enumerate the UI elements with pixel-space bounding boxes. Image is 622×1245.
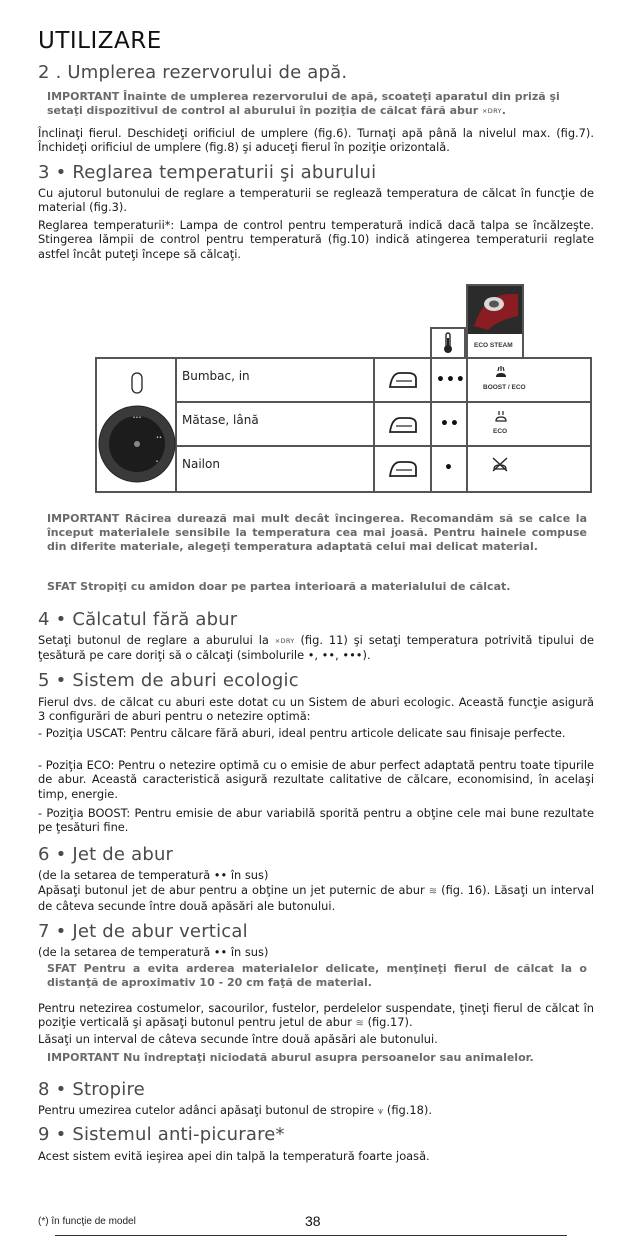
dry-symbol-label: DRY xyxy=(487,106,502,115)
section-7-tip: SFAT Pentru a evita arderea materialelor delicate, menţineţi fierul de călcat la o distanţă de aproximativ 10 - 20 cm faţă de material. xyxy=(47,962,587,989)
fabric-label: Nailon xyxy=(182,457,220,471)
table-divider xyxy=(373,401,590,403)
section-6-text-b: (fig. 16). Lăsaţi un interval de câteva secunde între două apăsări ale butonului. xyxy=(38,883,595,914)
temperature-dial-icon xyxy=(97,359,177,491)
section-2-note xyxy=(47,90,587,119)
thermometer-icon xyxy=(432,329,464,357)
section-2-note-line2-text: setaţi dispozitivul de control al aburului în poziţia de călcat fără abur xyxy=(47,103,479,117)
no-steam-icon xyxy=(491,455,509,473)
section-7-text-2: Lăsaţi un interval de câteva secunde între două apăsări ale butonului. xyxy=(38,1032,438,1046)
table-row xyxy=(177,447,373,491)
temperature-dots: • xyxy=(444,460,454,476)
svg-text:•••: ••• xyxy=(132,415,142,421)
section-5-p1: Fierul dvs. de călcat cu aburi este dotat cu un Sistem de aburi ecologic. Această funcţie asigură 3 configurări de aburi pentru o netezire optimă: xyxy=(38,695,594,724)
fabric-label: Bumbac, in xyxy=(182,369,250,383)
section-8-text xyxy=(38,1103,594,1119)
section-7-text-a: Pentru netezirea costumelor, sacourilor, fustelor, perdelelor suspendate, ţineţi fierul de călcat în poziţie verticală şi apăsaţi butonul pentru jetul de abur xyxy=(38,1001,594,1030)
iron-photo-icon xyxy=(468,286,522,334)
temperature-dots: ••• xyxy=(436,372,466,388)
dry-symbol-label: DRY xyxy=(280,637,295,645)
footer-rule xyxy=(55,1235,567,1236)
section-9-text: Acest sistem evită ieşirea apei din talpă la temperatură foarte joasă. xyxy=(38,1149,430,1163)
iron-icon xyxy=(388,414,418,436)
table-divider xyxy=(373,445,590,447)
eco-steam-label: ECO STEAM xyxy=(474,342,513,349)
page-number: 38 xyxy=(305,1213,321,1229)
section-9-heading: 9 • Sistemul anti-picurare* xyxy=(38,1124,285,1145)
dial-column xyxy=(97,359,177,491)
section-6-sub: (de la setarea de temperatură •• în sus) xyxy=(38,868,269,882)
section-7-text xyxy=(38,1001,594,1032)
eco-steam-icon xyxy=(493,409,509,425)
table-divider xyxy=(430,359,432,491)
section-8-heading: 8 • Stropire xyxy=(38,1079,145,1100)
section-3-text-2: Reglarea temperaturii*: Lampa de control pentru temperatură indică dacă talpa se încălzeşte. Stingerea lămpii de control pentru temperatură (fig.10) indică atingerea temperaturii reglate astfel încât puteţi începe să călcaţi. xyxy=(38,218,594,261)
section-4-text-b: (fig. 11) şi setaţi temperatura potrivită tipului de ţesătură pe care doriţi să o călcaţi (simbolurile •, ••, •••). xyxy=(38,633,595,663)
footnote: (*) în funcţie de model xyxy=(38,1216,136,1227)
section-3-heading: 3 • Reglarea temperaturii şi aburului xyxy=(38,162,377,183)
fabric-label: Mătase, lână xyxy=(182,413,259,427)
steam-jet-icon: ≋ xyxy=(428,886,438,897)
section-8-text-b: (fig.18). xyxy=(386,1103,432,1117)
important-note: IMPORTANT Răcirea durează mai mult decât încingerea. Recomandăm să se calce la început materialele sensibile la temperatura cea mai joasă. Pentru hainele compuse din diferite materiale, alegeţi temperatura adaptată celui mai delicat material. xyxy=(47,512,587,553)
section-7-sub: (de la setarea de temperatură •• în sus) xyxy=(38,945,269,959)
svg-text:•: • xyxy=(155,459,159,465)
spray-icon: ⩛ xyxy=(377,1106,384,1117)
tip-note: SFAT Stropiţi cu amidon doar pe partea interioară a materialului de călcat. xyxy=(47,580,511,593)
iron-icon xyxy=(388,369,418,391)
table-row xyxy=(177,359,373,403)
table-divider xyxy=(466,359,468,491)
section-2-note-line2: setaţi dispozitivul de control al aburului în poziţia de călcat fără abur ⨯DRY. xyxy=(47,103,506,117)
section-2-text: Înclinaţi fierul. Deschideţi orificiul de umplere (fig.6). Turnaţi apă până la nivelul max. (fig.7). Închideţi orificiul de umplere (fig.8) şi aduceţi fierul în poziţie orizontală. xyxy=(38,126,594,155)
section-7-important: IMPORTANT Nu îndreptaţi niciodată aburul asupra persoanelor sau animalelor. xyxy=(47,1051,534,1064)
boost-steam-icon xyxy=(493,365,509,381)
section-2-heading: 2 . Umplerea rezervorului de apă. xyxy=(38,62,348,83)
section-6-text-a: Apăsaţi butonul jet de abur pentru a obţine un jet puternic de abur xyxy=(38,883,425,897)
steam-jet-icon: ≋ xyxy=(355,1018,364,1030)
section-5-p2: - Poziţia USCAT: Pentru călcare fără aburi, ideal pentru articole delicate sau finisaje perfecte. xyxy=(38,726,566,740)
section-8-text-a: Pentru umezirea cutelor adânci apăsaţi butonul de stropire xyxy=(38,1103,375,1117)
temperature-dots: •• xyxy=(440,416,460,432)
thermometer-header xyxy=(430,327,466,359)
section-6-heading: 6 • Jet de abur xyxy=(38,844,174,865)
page-title: UTILIZARE xyxy=(38,28,162,54)
iron-icon xyxy=(388,458,418,480)
table-divider xyxy=(373,359,375,491)
section-4-heading: 4 • Călcatul fără abur xyxy=(38,609,238,630)
table-row xyxy=(177,403,373,447)
section-6-text xyxy=(38,883,594,914)
section-3-text: Cu ajutorul butonului de reglare a temperaturii se reglează temperatura de călcat în funcţie de material (fig.3). xyxy=(38,186,594,215)
section-5-p3: - Poziţia ECO: Pentru o netezire optimă cu o emisie de abur perfect adaptată pentru toate tipurile de abur. Această caracteristică asigură rezultate calitative de călcare, economisind, în acelaşi timp, energie. xyxy=(38,758,594,801)
eco-label: ECO xyxy=(493,428,508,435)
svg-text:••: •• xyxy=(156,435,162,441)
temperature-table xyxy=(95,357,592,493)
eco-steam-header xyxy=(466,284,524,359)
dry-symbol-icon: ⨯DRY xyxy=(482,106,502,115)
section-4-text xyxy=(38,633,594,663)
dry-symbol-icon: ⨯DRY xyxy=(274,637,295,645)
section-7-text-b: (fig.17). xyxy=(367,1015,413,1030)
section-2-note-line1: IMPORTANT Înainte de umplerea rezervorului de apă, scoateţi aparatul din priză şi xyxy=(47,90,560,103)
boost-eco-label: BOOST / ECO xyxy=(483,384,526,391)
section-5-heading: 5 • Sistem de aburi ecologic xyxy=(38,670,299,691)
section-5-p4: - Poziţia BOOST: Pentru emisie de abur variabilă sporită pentru a obţine cele mai bune rezultate pe ţesături fine. xyxy=(38,806,594,835)
section-7-heading: 7 • Jet de abur vertical xyxy=(38,921,248,942)
section-4-text-a: Setaţi butonul de reglare a aburului la xyxy=(38,633,269,647)
